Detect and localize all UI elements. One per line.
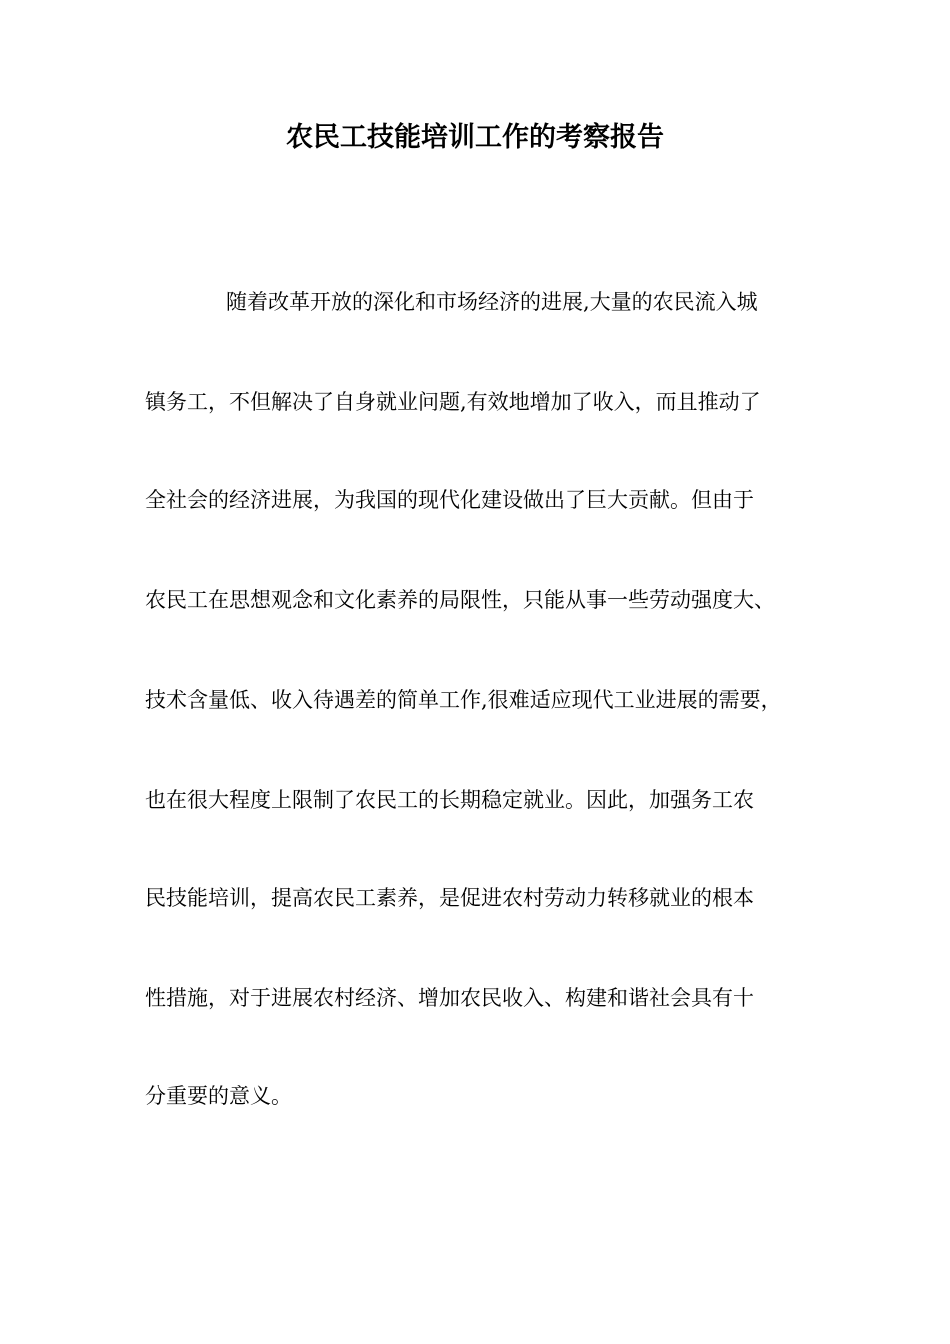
paragraph-line: 随着改革开放的深化和市场经济的进展,大量的农民流入城	[226, 290, 758, 314]
paragraph-line: 镇务工，不但解决了自身就业问题,有效地增加了收入，而且推动了	[145, 390, 761, 414]
paragraph-line: 技术含量低、收入待遇差的简单工作,很难适应现代工业进展的需要，	[145, 688, 782, 712]
paragraph-line: 性措施，对于进展农村经济、增加农民收入、构建和谐社会具有十	[145, 986, 754, 1010]
paragraph-line: 也在很大程度上限制了农民工的长期稳定就业。因此，加强务工农	[145, 788, 754, 812]
paragraph-line: 分重要的意义。	[145, 1084, 292, 1108]
document-title: 农民工技能培训工作的考察报告	[286, 122, 664, 153]
paragraph-line: 农民工在思想观念和文化素养的局限性，只能从事一些劳动强度大、	[145, 588, 775, 612]
paragraph-line: 民技能培训，提高农民工素养，是促进农村劳动力转移就业的根本	[145, 886, 754, 910]
paragraph-line: 全社会的经济进展，为我国的现代化建设做出了巨大贡献。但由于	[145, 488, 754, 512]
